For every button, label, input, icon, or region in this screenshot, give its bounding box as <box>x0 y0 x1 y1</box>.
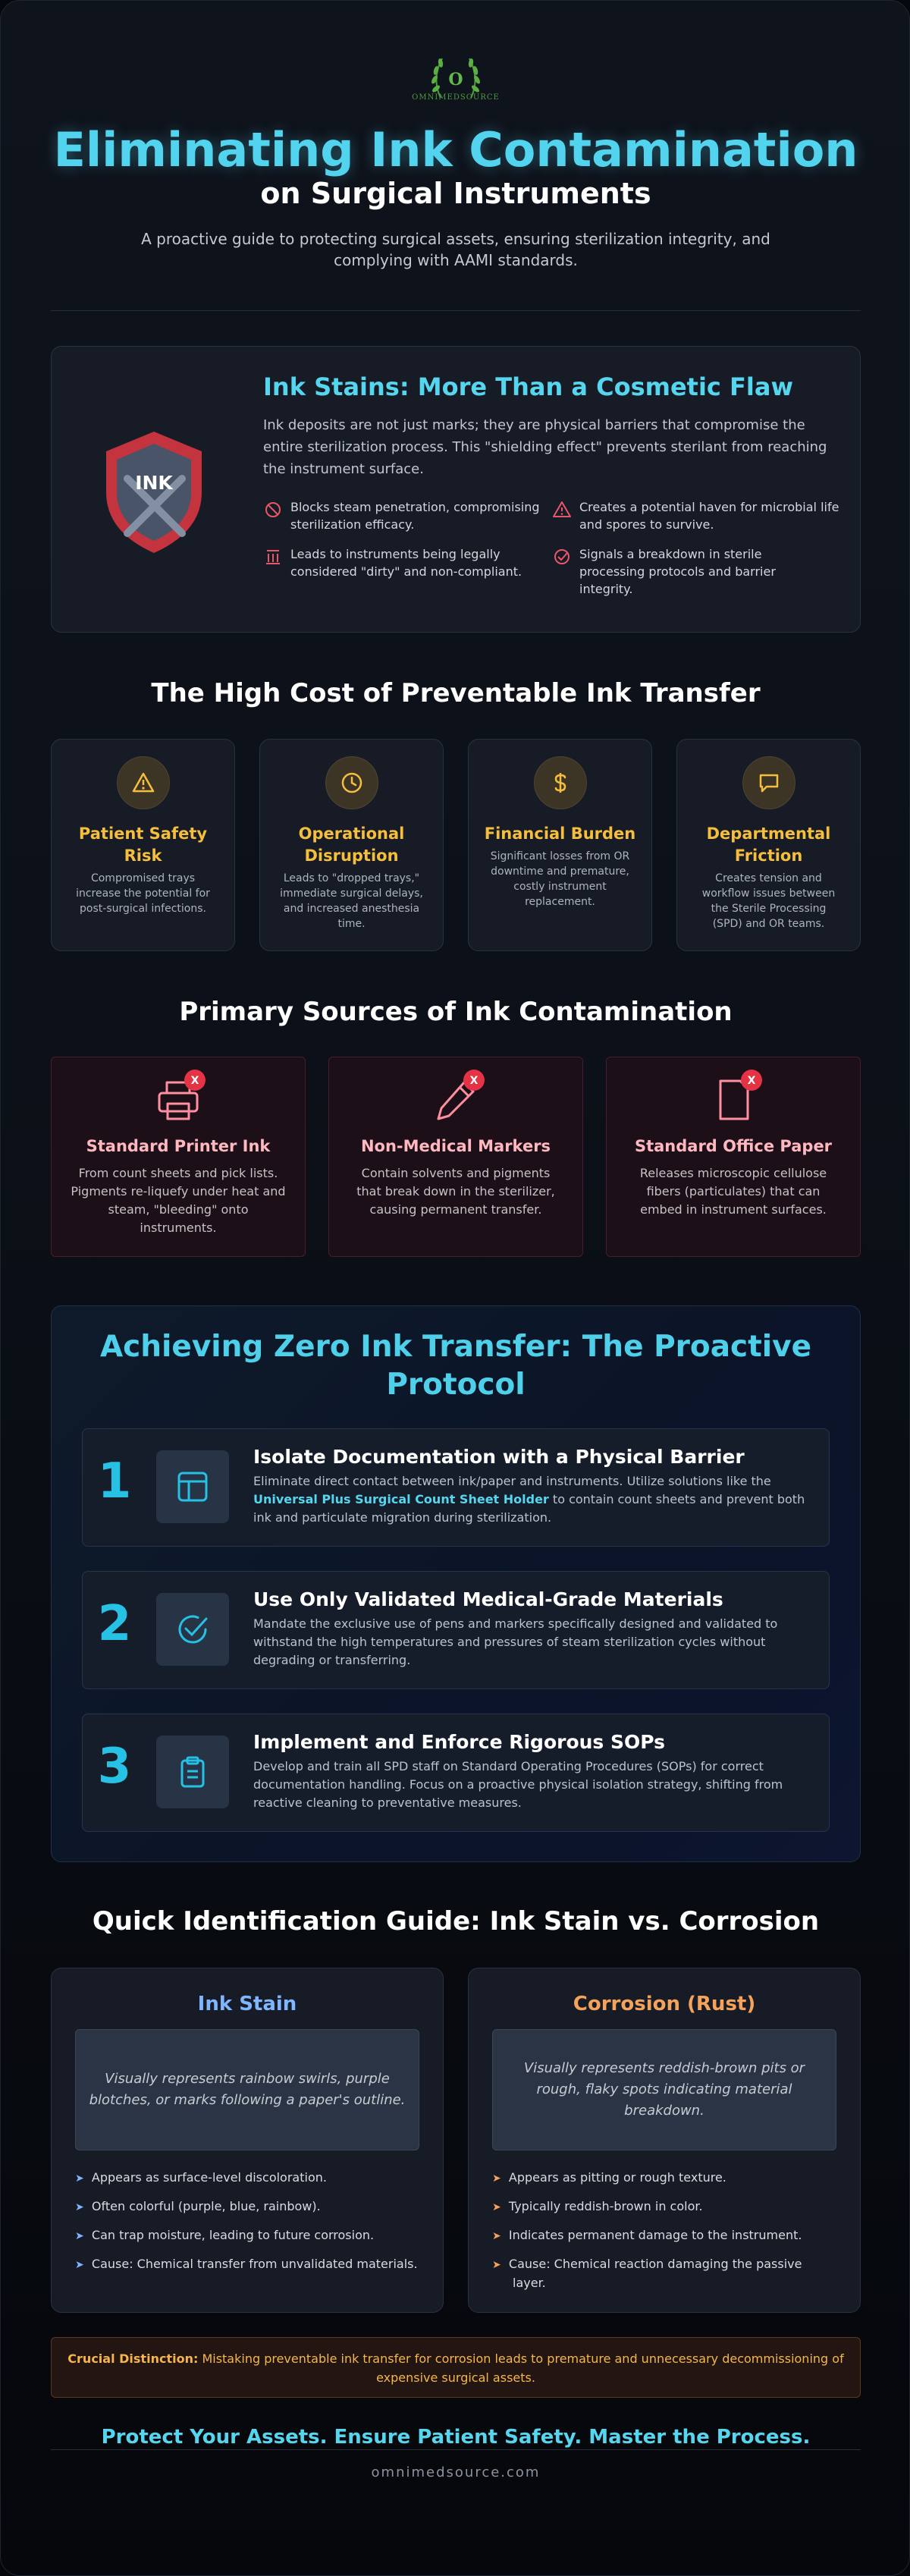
stain-bullet: Blocks steam penetration, compromising sterilization efficacy. <box>290 500 540 532</box>
footer-site-link[interactable]: omnimedsource.com <box>371 2464 541 2480</box>
cost-section-title: The High Cost of Preventable Ink Transfer <box>151 678 761 708</box>
footer-divider <box>51 2449 861 2450</box>
cost-description: Leads to "dropped trays," immediate surgical delays, and increased anesthesia time. <box>280 872 423 930</box>
svg-text:X: X <box>469 1075 479 1087</box>
chevron-right-icon: ➤ <box>75 2259 84 2271</box>
logo-letter: O <box>448 70 463 90</box>
ink-stain-title: Ink Stain <box>197 1993 297 2015</box>
check-circle-icon <box>552 547 572 567</box>
corrosion-list: ➤ Appears as pitting or rough texture. ➤ Typically reddish-brown in color. ➤ Indicates permanent damage to the instrument. ➤ Cause: Chemical reaction damaging the passive layer. <box>492 2170 802 2290</box>
cost-description: Compromised trays increase the potential for post-surgical infections. <box>76 872 210 915</box>
source-title: Standard Printer Ink <box>86 1137 271 1155</box>
cost-title: Departmental Friction <box>706 825 831 865</box>
step-number: 2 <box>97 1596 132 1652</box>
logo-wordmark: OMNIMEDSOURCE <box>412 93 500 102</box>
dollar-icon <box>548 771 573 795</box>
x-badge-icon <box>184 1069 206 1092</box>
protocol-title: Achieving Zero Ink Transfer: The Proactive Protocol <box>99 1330 812 1402</box>
stain-bullet: Creates a potential haven for microbial life and spores to survive. <box>579 500 839 532</box>
guide-section-title: Quick Identification Guide: Ink Stain vs. Corrosion <box>92 1906 820 1937</box>
step-number: 3 <box>97 1739 132 1795</box>
ink-stain-list: ➤ Appears as surface-level discoloration. ➤ Often colorful (purple, blue, rainbow). ➤ Can trap moisture, leading to future corrosion. ➤ Cause: Chemical transfer from unvalidated materials. <box>75 2170 418 2271</box>
chevron-right-icon: ➤ <box>75 2201 84 2213</box>
clock-icon <box>340 771 364 795</box>
note-label: Crucial Distinction: <box>67 2351 199 2366</box>
warning-icon <box>552 500 572 520</box>
ink-stains-description: Ink deposits are not just marks; they are physical barriers that compromise the entire sterilization process. This "shielding effect" prevents sterilant from reaching the instrument surface. <box>263 417 827 477</box>
step-description: Eliminate direct contact between ink/paper and instruments. Utilize solutions like the Universal Plus Surgical Count Sheet Holder to contain count sheets and prevent both ink and particulate migration during sterilization. <box>253 1474 805 1525</box>
warning-icon <box>131 771 155 795</box>
step-number: 1 <box>97 1453 132 1509</box>
cost-title: Patient Safety Risk <box>78 825 208 865</box>
source-description: From count sheets and pick lists. Pigments re-liquefy under heat and steam, "bleeding" onto instruments. <box>71 1166 286 1235</box>
chat-icon <box>757 771 781 795</box>
source-title: Standard Office Paper <box>634 1137 833 1155</box>
step-description: Develop and train all SPD staff on Standard Operating Procedures (SOPs) for correct documentation handling. Focus on a proactive physical isolation strategy, shifting from reactive cleaning to preventative measures. <box>253 1759 783 1810</box>
ink-stain-visual-text: Visually represents rainbow swirls, purple blotches, or marks following a paper's outline. <box>89 2071 406 2108</box>
page-subtitle: on Surgical Instruments <box>260 177 651 210</box>
stain-bullet: Signals a breakdown in sterile processing protocols and barrier integrity. <box>579 547 776 596</box>
step-title: Use Only Validated Medical-Grade Materials <box>253 1588 723 1610</box>
svg-text:X: X <box>190 1075 199 1087</box>
x-badge-icon <box>463 1069 485 1092</box>
gavel-icon <box>263 547 283 567</box>
shield-label: INK <box>135 472 173 494</box>
chevron-right-icon: ➤ <box>492 2172 501 2185</box>
footer-cta: Protect Your Assets. Ensure Patient Safety. Master the Process. <box>101 2426 811 2449</box>
check-circle-icon <box>175 1612 210 1647</box>
corrosion-title: Corrosion (Rust) <box>573 1993 756 2015</box>
source-title: Non-Medical Markers <box>360 1137 551 1155</box>
intro-text: A proactive guide to protecting surgical assets, ensuring sterilization integrity, and complying with AAMI standards. <box>141 230 770 269</box>
ink-shield-icon <box>96 426 213 558</box>
step-title: Implement and Enforce Rigorous SOPs <box>253 1731 666 1753</box>
corrosion-visual-text: Visually represents reddish-brown pits or rough, flaky spots indicating material breakdown. <box>523 2060 805 2119</box>
step-title: Isolate Documentation with a Physical Barrier <box>253 1446 745 1468</box>
chevron-right-icon: ➤ <box>492 2230 501 2242</box>
cost-description: Significant losses from OR downtime and premature, costly instrument replacement. <box>490 850 630 908</box>
note-text: Crucial Distinction: Mistaking preventable ink transfer for corrosion leads to premature and unnecessary decommissioning of expensive surgical assets. <box>67 2351 844 2385</box>
product-link[interactable]: Universal Plus Surgical Count Sheet Holder <box>253 1492 549 1506</box>
chevron-right-icon: ➤ <box>75 2172 84 2185</box>
page-title: Eliminating Ink Contamination <box>53 122 858 177</box>
x-badge-icon <box>740 1069 763 1092</box>
layout-icon <box>175 1469 210 1504</box>
sources-section-title: Primary Sources of Ink Contamination <box>179 997 733 1027</box>
source-description: Contain solvents and pigments that break down in the sterilizer, causing permanent transfer. <box>356 1166 555 1217</box>
cost-title: Operational Disruption <box>298 825 405 865</box>
source-description: Releases microscopic cellulose fibers (particulates) that can embed in instrument surfaces. <box>639 1166 827 1217</box>
chevron-right-icon: ➤ <box>492 2259 501 2271</box>
step-description: Mandate the exclusive use of pens and markers specifically designed and validated to withstand the high temperatures and pressures of steam sterilization cycles without degrading or transferring. <box>253 1616 778 1667</box>
svg-text:X: X <box>747 1075 756 1087</box>
stain-bullet: Leads to instruments being legally considered "dirty" and non-compliant. <box>290 547 522 579</box>
no-entry-icon <box>263 500 283 520</box>
ink-stains-title: Ink Stains: More Than a Cosmetic Flaw <box>263 372 794 401</box>
cost-description: Creates tension and workflow issues between the Sterile Processing (SPD) and OR teams. <box>701 872 836 930</box>
clipboard-icon <box>175 1755 210 1789</box>
chevron-right-icon: ➤ <box>75 2230 84 2242</box>
cost-title: Financial Burden <box>484 825 636 843</box>
divider <box>51 310 861 311</box>
chevron-right-icon: ➤ <box>492 2201 501 2213</box>
